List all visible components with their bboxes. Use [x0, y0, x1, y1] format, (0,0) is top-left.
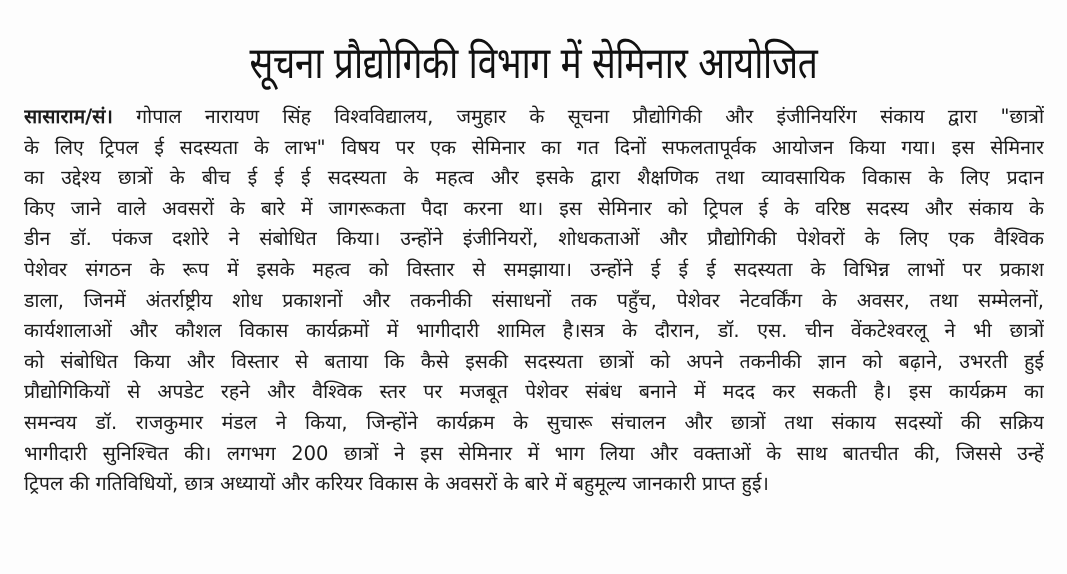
body-line-2: के लिए ट्रिपल ई सदस्यता के लाभ" विषय पर एक सेमिनार का गत दिनों सफलतापूर्वक आयोजन किया गया। इस सेमिनार — [24, 135, 1044, 159]
body-line-1 — [24, 102, 1044, 133]
body-line-1-text: गोपाल नारायण सिंह विश्वविद्यालय, जमुहार के सूचना प्रौद्योगिकी और इंजीनियरिंग संकाय द्वारा "छात्रों — [136, 105, 1044, 128]
body-line-3: का उद्देश्य छात्रों के बीच ई ई ई सदस्यता के महत्व और इसके द्वारा शैक्षणिक तथा व्यावसायिक विकास के लिए प्रदान — [24, 166, 1044, 190]
dateline: सासाराम/सं। — [24, 105, 113, 128]
body-line-8: कार्यशालाओं और कौशल विकास कार्यक्रमों में भागीदारी शामिल है।सत्र के दौरान, डॉ. एस. चीन वेंकटेश्वरलू ने भी छात्रों — [24, 319, 1044, 343]
body-line-10: प्रौद्योगिकियों से अपडेट रहने और वैश्विक स्तर पर मजबूत पेशेवर संबंध बनाने में मदद कर सकती है। इस कार्यक्रम का — [24, 380, 1044, 404]
body-line-9: को संबोधित किया और विस्तार से बताया कि कैसे इसकी सदस्यता छात्रों को अपने तकनीकी ज्ञान को बढ़ाने, उभरती हुई — [24, 349, 1044, 373]
article-body — [24, 102, 1043, 500]
body-line-5: डीन डॉ. पंकज दशोरे ने संबोधित किया। उन्होंने इंजीनियरों, शोधकताओं और प्रौद्योगिकी पेशेवरों के लिए एक वैश्विक — [24, 227, 1044, 251]
body-line-7: डाला, जिनमें अंतर्राष्ट्रीय शोध प्रकाशनों और तकनीकी संसाधनों तक पहुँच, पेशेवर नेटवर्किंग के अवसर, तथा सम्मेलनों, — [24, 288, 1044, 312]
body-line-4: किए जाने वाले अवसरों के बारे में जागरूकता पैदा करना था। इस सेमिनार को ट्रिपल ई के वरिष्ठ सदस्य और संकाय के — [24, 196, 1044, 220]
headline: सूचना प्रौद्योगिकी विभाग में सेमिनार आयोजित — [249, 38, 818, 89]
body-line-12: भागीदारी सुनिश्चित की। लगभग 200 छात्रों ने इस सेमिनार में भाग लिया और वक्ताओं के साथ बातचीत की, जिससे उन्हें — [24, 441, 1044, 465]
body-line-6: पेशेवर संगठन के रूप में इसके महत्व को विस्तार से समझाया। उन्होंने ई ई ई सदस्यता के विभिन्न लाभों पर प्रकाश — [24, 257, 1044, 281]
body-line-13: ट्रिपल की गतिविधियों, छात्र अध्यायों और करियर विकास के अवसरों के बारे में बहुमूल्य जानकारी प्राप्त हुई। — [24, 472, 769, 496]
body-line-11: समन्वय डॉ. राजकुमार मंडल ने किया, जिन्होंने कार्यक्रम के सुचारू संचालन और छात्रों तथा संकाय सदस्यों की सक्रिय — [24, 410, 1044, 434]
